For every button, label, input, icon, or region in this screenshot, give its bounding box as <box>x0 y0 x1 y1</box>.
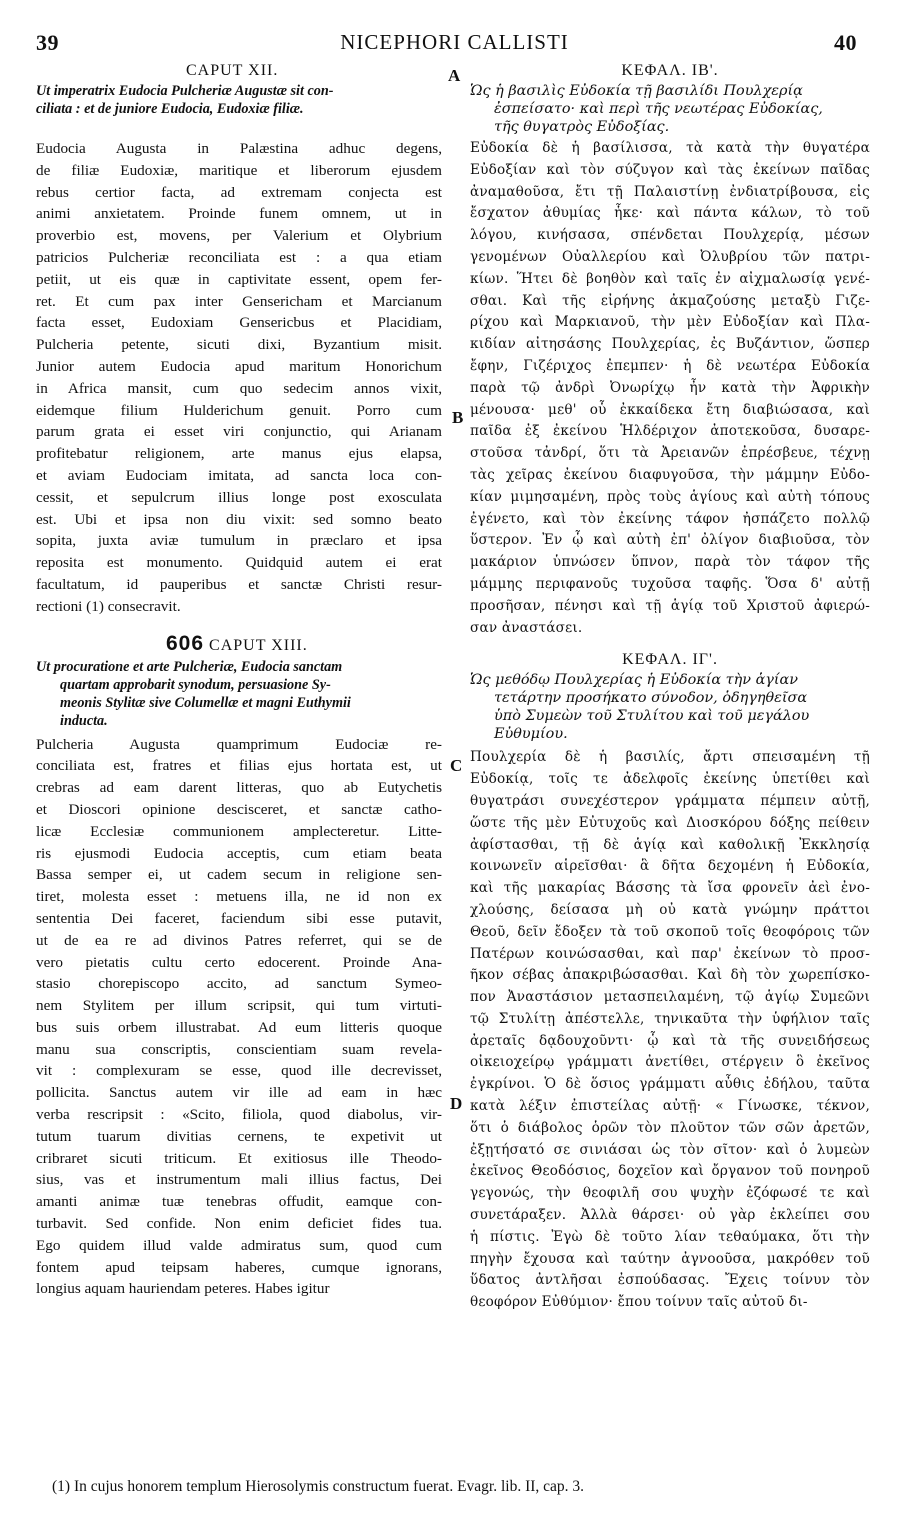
text-line: bus suis orbem illustrabat. Ad eum litteris quoque <box>36 1018 442 1036</box>
summary-line: τῆς θυγατρὸς Εὐδοξίας. <box>494 119 670 135</box>
text-line: nem Stylitem per illum scripsit, qui tum virtuti- <box>36 997 442 1015</box>
greek-chapter-13-title: ΚΕΦΑΛ. ΙΓ'. <box>622 651 718 669</box>
text-line: reposita est monumento. Quidquid autem ei erat <box>36 554 442 572</box>
text-line: ἔσχατον ἀθυμίας ἧκε· καὶ πάντα κάλων, τὸ τοῦ <box>470 205 870 222</box>
text-line: ris ejusmodi Eudocia acceptis, cum etiam beata <box>36 844 442 862</box>
text-line: κίων. Ἥτει δὲ βοηθὸν καὶ ταῖς ἐν αἰχμαλωσίᾳ γενέ- <box>470 270 870 287</box>
text-line: γεγονώς, τὴν θεοφιλῆ σου ψυχὴν ἐζόφωσέ τε καὶ <box>470 1185 870 1202</box>
text-line: χλούσης, δείσασα μὴ οὐ κατὰ γνώμην πράττοι <box>470 901 870 918</box>
text-line: Bassa semper ei, ut cadem secum in religione sen- <box>36 866 442 884</box>
text-line: sopita, juxta aviæ tumulum in præclaro et ipsa <box>36 532 442 550</box>
running-title: NICEPHORI CALLISTI <box>340 30 569 54</box>
text-line: τῷ Στυλίτῃ ἀπέστελλε, τηνικαῦτα τὴν ὑφήλιον ταῖς <box>470 1010 870 1027</box>
latin-chapter-12-title: CAPUT XII. <box>186 62 279 79</box>
text-line: Junior autem Eudocia apud maritum Honorichum <box>36 357 442 375</box>
text-line: κατὰ λέξιν ἐπιστείλας αὐτῇ· « Γίνωσκε, τέκνον, <box>470 1098 870 1115</box>
margin-letter-d: D <box>450 1094 463 1113</box>
text-line: ἔφην, Γιζέριχος ἐπεμπεν· ἡ δὲ νεωτέρα Εὐδοκία <box>470 357 870 374</box>
text-line: turbavit. Sed confide. Non enim deficiet fides tua. <box>36 1215 442 1233</box>
text-line: ὅτι ὁ διάβολος ὁρῶν τὸν πλοῦτον τῶν σῶν ἀρετῶν, <box>470 1119 870 1136</box>
summary-line: ὑπὸ Συμεὼν τοῦ Στυλίτου καὶ τοῦ μεγάλου <box>494 708 810 725</box>
text-line: κιδίαν αἰτησάσης Πουλχερίας, ἐς Βυζάντιον, ὥσπερ <box>470 336 870 353</box>
text-line: et aviam Eudociam imitata, ad sancta loca con- <box>36 466 442 484</box>
margin-letter-b: B <box>452 408 464 427</box>
text-line: crebras ad eam darent litteras, quo ab Eutychetis <box>36 779 442 797</box>
text-line: profitebatur religionem, arte manus ejus elapsa, <box>36 445 442 463</box>
text-line: stasio chorepiscopo accito, ad sanctum Symeo- <box>36 975 442 993</box>
column-number: 606 <box>166 631 205 655</box>
text-line: eidemque filium Hulderichum genuit. Porro cum <box>36 401 442 419</box>
text-line: ῆκον σέβας ἀπακριβώσασθαι. Καὶ δὴ τὸν χωρεπίσκο- <box>470 967 870 984</box>
text-line: στοῦσα τἀνδρί, ὅτι τὰ Ἀρειανῶν ἐπρέσβευε, τέχνῃ <box>470 445 870 462</box>
text-line: μακάριον ὑπνώσεν ὕπνον, παρὰ τὸν τάφον τῆς <box>470 554 870 571</box>
text-line: patricios Pulcheriæ reconciliata est : a qua etiam <box>36 248 442 266</box>
text-line: proverbio est, movens, per Valerium et Olybrium <box>36 227 442 245</box>
summary-line: Ut imperatrix Eudocia Pulcheriæ Augustæ sit con- <box>36 83 334 99</box>
text-line: facta esset, Eudoxiam Gensericbus et Placidiam, <box>36 314 442 332</box>
page-number-right: 40 <box>834 30 857 55</box>
text-line: Εὐδοκίᾳ, τοῖς τε ἀδελφοῖς ἐκείνης ὑπετίθει καὶ <box>470 771 870 788</box>
greek-chapter-13-summary <box>470 671 870 743</box>
text-line: ἐγκρίνοι. Ὁ δὲ ὅσιος γράμματι αὖθις ἐδήλου, ταῦτα <box>470 1076 870 1093</box>
greek-column <box>470 62 870 1314</box>
text-line: Pulcheria petente, sicuti dixi, Byzantium misit. <box>36 336 442 354</box>
text-line: κίαν μιμησαμένη, πρὸς τοὺς ἁγίους καὶ αὐτὴ τόπους <box>470 488 870 505</box>
text-line: ut de ea re ad divinos Patres referret, qui se de <box>36 931 442 949</box>
greek-chapter-13-text <box>470 747 870 1314</box>
latin-chapter-12-text <box>36 138 442 618</box>
text-line: θυγατράσι συνεχέστερον γράμματα πέμπειν αὐτῇ, <box>470 792 870 809</box>
text-line: vero pietatis cultu certo edocerent. Proinde Ana- <box>36 953 442 971</box>
text-line: Εὐδοκία δὲ ἡ βασίλισσα, τὰ κατὰ τὴν θυγατέρα <box>470 140 870 156</box>
text-line: est. Ubi et ipsa non diu vixit: sed somno beato <box>36 510 442 528</box>
text-line: amanti animæ tuæ tenebras offudit, eamque con- <box>36 1193 442 1211</box>
summary-line: Εὐθυμίου. <box>494 726 568 743</box>
text-line: πηγὴν ἔχουσα καὶ ταύτην ἀγνοοῦσα, μακρόθεν τοῦ <box>470 1250 870 1267</box>
summary-line: ἐσπείσατο· καὶ περὶ τῆς νεωτέρας Εὐδοκίας, <box>494 101 823 117</box>
latin-chapter-13-summary <box>36 658 442 730</box>
text-line: πον Ἀναστάσιον μετασπειλαμένη, τῷ ἁγίῳ Συμεῶνι <box>470 989 870 1006</box>
text-line: ἐξῃτήσατό σε σινιάσαι ὡς τὸν σῖτον· καὶ ὁ λυμεὼν <box>470 1141 870 1158</box>
text-line: Θεοῦ, δεῖν ἔδοξεν τὰ τοῦ σκοποῦ τοῖς θεοφόροις τῶν <box>470 923 870 940</box>
text-line: in Africa mansit, cum quo sedecim annos vixit, <box>36 379 442 397</box>
text-line: Eudocia Augusta in Palæstina adhuc degens, <box>36 140 442 157</box>
greek-chapter-12-summary <box>470 82 870 136</box>
text-line: συνετάραξεν. Ἀλλὰ θάρσει· οὐ γὰρ ἐκλείπει σου <box>470 1207 870 1224</box>
summary-line: Ὡς μεθόδῳ Πουλχερίας ἡ Εὐδοκία τὴν ἁγίαν <box>470 672 798 689</box>
text-line: Ego quidem illud valde admiratus sum, quod cum <box>36 1236 442 1254</box>
text-line: παῖδα ἐξ ἐκείνου Ἡλδέριχον ἀποτεκοῦσα, δυσαρε- <box>470 423 870 440</box>
text-line: μένουσα· μεθ' οὗ ἐκκαίδεκα ἔτη διαβιώσασα, καὶ <box>470 401 870 418</box>
latin-chapter-12-summary <box>36 82 442 118</box>
text-line: μάμμης περιφανοῦς τυχοῦσα ταφῆς. Ὅσα δ' αὐτῇ <box>470 575 870 592</box>
greek-chapter-12-text <box>470 138 870 639</box>
text-line: ἡ πίστις. Ἐγὼ δὲ τοῦτο λίαν τεθαύμακα, ὅτι τὴν <box>470 1228 870 1245</box>
text-line: σαν ἀναστάσει. <box>470 619 583 636</box>
summary-line: meonis Stylitæ sive Columellæ et magni Euthymii <box>60 694 351 711</box>
text-line: ὕστερον. Ἐν ᾧ καὶ αὐτὴ ἐπ' ὀλίγον διαβιοῦσα, τὸν <box>470 532 870 549</box>
text-line: licæ Ecclesiæ communionem amplecteretur. Litte- <box>36 822 442 840</box>
latin-chapter-13-heading <box>36 632 442 656</box>
text-line: de filiæ Eudoxiæ, maritique et liberorum ejusdem <box>36 161 442 179</box>
text-line: cessit, et sepulcrum illius longe post exosculata <box>36 488 442 506</box>
text-line: verba rescripsit : «Scito, filiola, quod diabolus, vir- <box>36 1106 442 1124</box>
text-line: ἀναμαθοῦσα, ἔτι τῇ Παλαιστίνῃ ἐνδιατρίβουσα, εἰς <box>470 183 870 200</box>
text-line: Εὐδοξίαν καὶ τὸν σύζυγον καὶ τὰς ἐκείνων παῖδας <box>470 161 870 178</box>
text-line: ret. Et cum pax inter Gensericham et Marcianum <box>36 292 442 310</box>
text-line: parum grata ei esset viri conjunctio, qui Arianam <box>36 423 442 441</box>
page-number-left: 39 <box>36 30 59 55</box>
text-line: conciliata est, fratres et filias ejus hortata est, ut <box>36 757 442 775</box>
text-line: κοινωνεῖν αἱρεῖσθαι· ἃ δῆτα δεχομένη ἡ Εὐδοκία, <box>470 858 870 875</box>
summary-line: Ὡς ἡ βασιλὶς Εὐδοκία τῇ βασιλίδι Πουλχερίᾳ <box>470 83 803 99</box>
text-line: ἀρεταῖς δᾳδουχοῦντι· ᾧ καὶ τὰ τῆς συνειδήσεως <box>470 1032 870 1049</box>
text-line: tutum tuarum divitias cernens, te expetivit ut <box>36 1127 442 1145</box>
text-line: rectioni (1) consecravit. <box>36 597 181 615</box>
summary-line: Ut procuratione et arte Pulcheriæ, Eudocia sanctam <box>36 658 343 675</box>
text-line: παρὰ τῷ ἀνδρὶ Ὀνωρίχῳ ἦν κατὰ τὴν Ἀφρικὴν <box>470 379 870 396</box>
text-line: fontem apud teipsam haberes, cumque ignorans, <box>36 1258 442 1276</box>
latin-chapter-13-text <box>36 734 442 1301</box>
text-line: ἐκεῖνος Θεοδόσιος, δοχεῖον καὶ ὄργανον τοῦ πονηροῦ <box>470 1163 870 1180</box>
text-line: longius aquam hauriendam peteres. Habes igitur <box>36 1280 330 1298</box>
text-line: et Dioscori opinione descisceret, et sanctæ catho- <box>36 800 442 818</box>
latin-chapter-13-title: CAPUT XIII. <box>209 636 308 654</box>
text-line: ὥστε τῆς μὲν Εὐτυχοῦς καὶ Διοσκόρου δόξης πείθειν <box>470 814 870 831</box>
margin-letter-c: C <box>450 756 463 775</box>
text-line: ρίχου καὶ Μαρκιανοῦ, τὴν μὲν Εὐδοξίαν καὶ Πλα- <box>470 314 870 331</box>
text-line: tiret, molesta esset : metuens illa, ne id non ex <box>36 888 442 906</box>
greek-chapter-12-title: ΚΕΦΑΛ. ΙΒ'. <box>621 62 719 79</box>
summary-line: inducta. <box>60 712 108 729</box>
text-line: οἰκειοχείρῳ γράμματι ἀνετίθει, στέργειν ὃ ἐκεῖνος <box>470 1054 870 1071</box>
text-line: manu sua conscriptis, conscientiam suam revela- <box>36 1040 442 1058</box>
text-line: τὰς χεῖρας ἐκείνου διαφυγοῦσα, τὴν μάμμην Εὐδο- <box>470 466 870 483</box>
text-line: pollicita. Sanctus autem vir ille ad eam in hæc <box>36 1084 442 1102</box>
text-line: petiit, ut eis quæ in captivitate essent, opem fer- <box>36 270 442 288</box>
summary-line: τετάρτην προσήκατο σύνοδον, ὁδηγηθεῖσα <box>494 690 808 707</box>
text-line: animi anxietatem. Proinde funem omnem, ut in <box>36 205 442 223</box>
text-line: facultatum, id pauperibus et sanctæ Christi resur- <box>36 575 442 593</box>
text-line: ἐγένετο, καὶ τὸν ἐκείνης τάφον ἠσπάζετο πολλῷ <box>470 510 870 527</box>
text-line: vit : complexuram se esse, quod ille decrevisset, <box>36 1062 442 1080</box>
text-line: ἀφίστασθαι, τῇ δὲ ἁγίᾳ καὶ καθολικῇ Ἐκκλησίᾳ <box>470 836 870 853</box>
text-line: Πουλχερία δὲ ἡ βασιλίς, ἄρτι σπεισαμένη τῇ <box>470 749 870 766</box>
margin-letter-a: A <box>448 66 461 85</box>
latin-column <box>36 62 442 1300</box>
text-line: ὕδατος ἀντλῆσαι ἐσπούδασας. Ἔχεις τοίνυν τὸν <box>470 1272 870 1289</box>
text-line: sententia Dei faceret, faciendum sibi esse putavit, <box>36 909 442 927</box>
text-line: σθαι. Καὶ τῆς εἰρήνης ἀκμαζούσης μεταξὺ Γιζε- <box>470 292 870 309</box>
text-line: προσῆσαν, πένησι καὶ τῇ ἁγίᾳ τοῦ Χριστοῦ ἀφιερώ- <box>470 597 870 614</box>
summary-line: ciliata : et de juniore Eudocia, Eudoxiæ filiæ. <box>36 101 304 117</box>
text-line: rebus certior facta, ad extremam conjecta est <box>36 183 442 201</box>
text-line: Pulcheria Augusta quamprimum Eudociæ re- <box>36 735 442 753</box>
footnote: (1) In cujus honorem templum Hierosolymis constructum fuerat. Evagr. lib. II, cap. 3. <box>52 1478 585 1495</box>
text-line: cribraret sicuti triticum. Et exitiosus ille Theodo- <box>36 1149 442 1167</box>
text-line: θεοφόρον Εὐθύμιον· ἔπου τοίνυν ταῖς αὐτοῦ δι- <box>470 1294 808 1311</box>
text-line: καὶ τῆς μακαρίας Βάσσης τὰ ἴσα φρονεῖν ἀεὶ ἐνο- <box>470 880 870 897</box>
text-line: sius, vas et instrumentum mali illius factus, Dei <box>36 1171 442 1189</box>
text-line: λόγου, κινήσασα, σπένδεται Πουλχερίᾳ, μέσων <box>470 227 870 244</box>
text-line: γενομένων Οὐαλλερίου καὶ Ὀλυβρίου τῶν πατρι- <box>470 248 870 265</box>
summary-line: quartam approbarit synodum, persuasione Sy- <box>60 676 331 693</box>
text-line: Πατέρων κοινώσασθαι, καὶ παρ' ἐκείνων τὸ προσ- <box>470 945 870 962</box>
